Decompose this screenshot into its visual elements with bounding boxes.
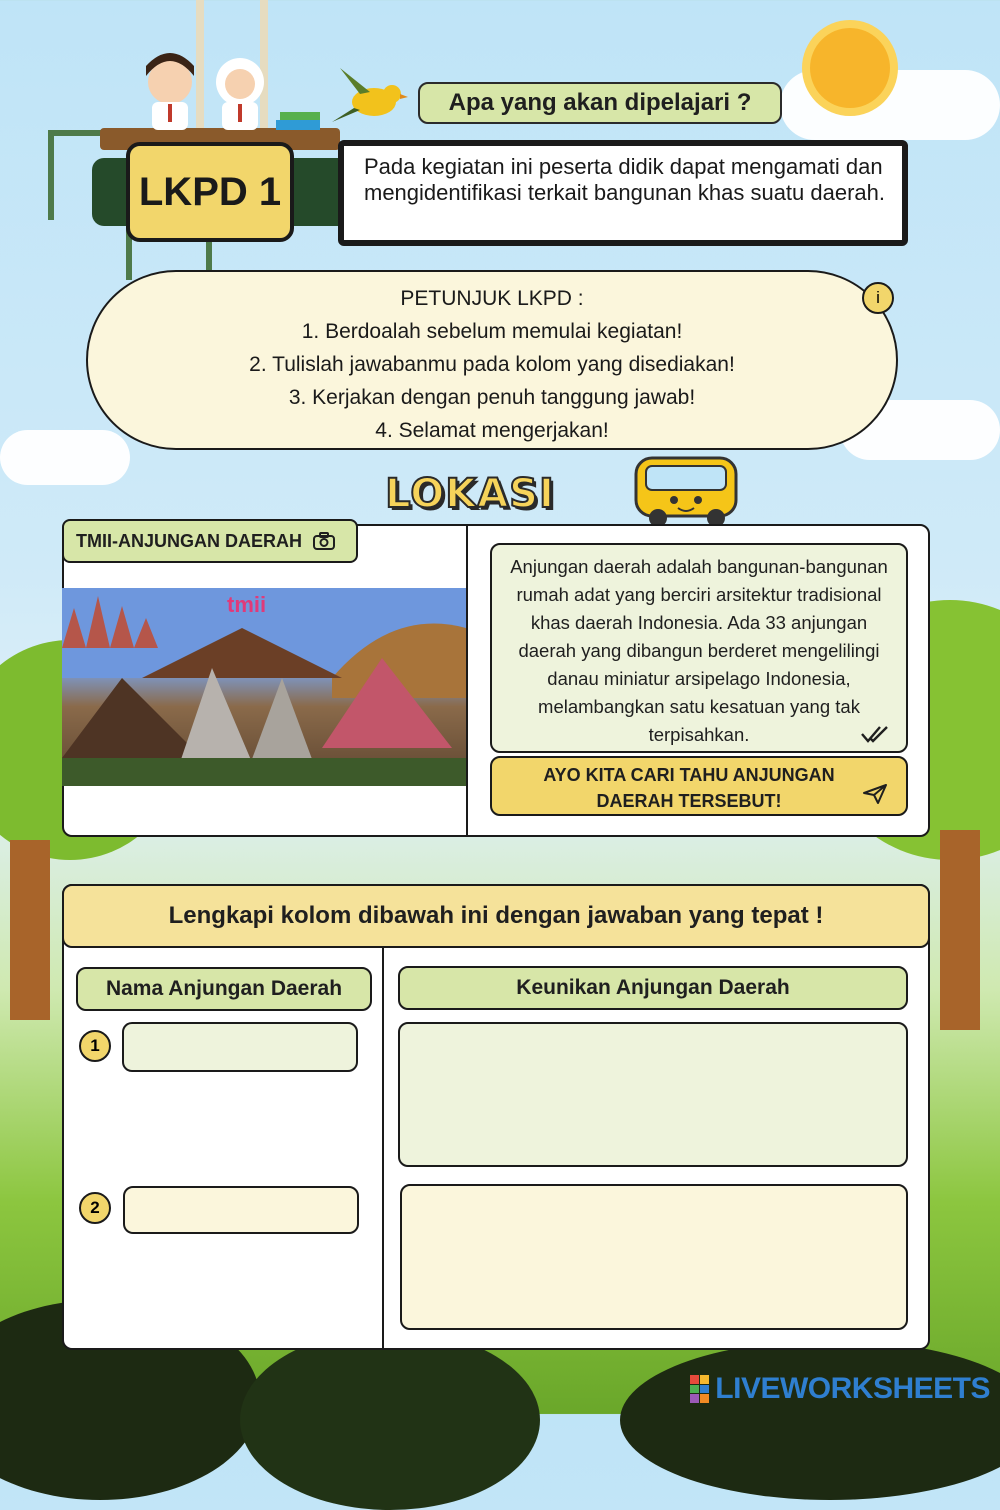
- instruction-item: 3. Kerjakan dengan penuh tanggung jawab!: [288, 386, 696, 409]
- watermark-text: LIVEWORKSHEETS: [715, 1372, 990, 1405]
- instruction-item: 2. Tulislah jawabanmu pada kolom yang disediakan!: [249, 353, 735, 376]
- sun-icon: [810, 28, 890, 108]
- instructions-title: PETUNJUK LKPD :: [400, 287, 584, 310]
- column-header-unique: Keunikan Anjungan Daerah: [398, 966, 908, 1010]
- location-tag: [62, 519, 358, 563]
- name-input-2[interactable]: [123, 1186, 359, 1234]
- instruction-item: 4. Selamat mengerjakan!: [375, 419, 609, 442]
- section-title: LOKASI: [385, 471, 555, 517]
- unique-input-1[interactable]: [398, 1022, 908, 1167]
- name-input-1[interactable]: [122, 1022, 358, 1072]
- photo-logo: tmii: [227, 592, 267, 617]
- info-icon: i: [862, 282, 894, 314]
- instruction-item: 1. Berdoalah sebelum memulai kegiatan!: [301, 320, 683, 343]
- panel-divider: [466, 524, 468, 837]
- row-number-badge: 2: [79, 1192, 111, 1224]
- students-illustration: [100, 36, 340, 156]
- tree-trunk: [10, 840, 50, 1020]
- instructions-box: [86, 270, 898, 450]
- camera-icon: [312, 531, 336, 551]
- watermark: [690, 1372, 990, 1406]
- objective-text: Pada kegiatan ini peserta didik dapat mengamati dan mengidentifikasi terkait bangunan khas suatu daerah.: [338, 140, 908, 246]
- bird-icon: [330, 64, 410, 133]
- hedge-bottom: [620, 1340, 1000, 1500]
- row-number-badge: 1: [79, 1030, 111, 1062]
- hedge-bottom: [240, 1330, 540, 1510]
- cta-button[interactable]: AYO KITA CARI TAHU ANJUNGAN DAERAH TERSEBUT!: [490, 756, 908, 816]
- double-check-icon: [860, 724, 892, 744]
- bus-icon: [632, 452, 742, 533]
- unique-input-2[interactable]: [400, 1184, 908, 1330]
- answer-divider: [382, 948, 384, 1350]
- send-icon: [862, 783, 888, 805]
- location-photo: [62, 588, 466, 786]
- topic-label: Apa yang akan dipelajari ?: [418, 82, 782, 124]
- answer-header: Lengkapi kolom dibawah ini dengan jawaban yang tepat !: [62, 884, 930, 948]
- location-tag-label: TMII-ANJUNGAN DAERAH: [76, 530, 302, 551]
- column-header-name: Nama Anjungan Daerah: [76, 967, 372, 1011]
- tree-trunk: [940, 830, 980, 1030]
- liveworksheets-logo: [690, 1375, 709, 1403]
- decor-frame: [48, 130, 54, 220]
- lkpd-badge: LKPD 1: [126, 142, 294, 242]
- description-box: Anjungan daerah adalah bangunan-bangunan rumah adat yang berciri arsitektur tradisional khas daerah Indonesia. Ada 33 anjungan daerah yang dibangun berderet mengelilingi danau miniatur arsipelago Indonesia, melambangkan satu kesatuan yang tak terpisahkan.: [490, 543, 908, 753]
